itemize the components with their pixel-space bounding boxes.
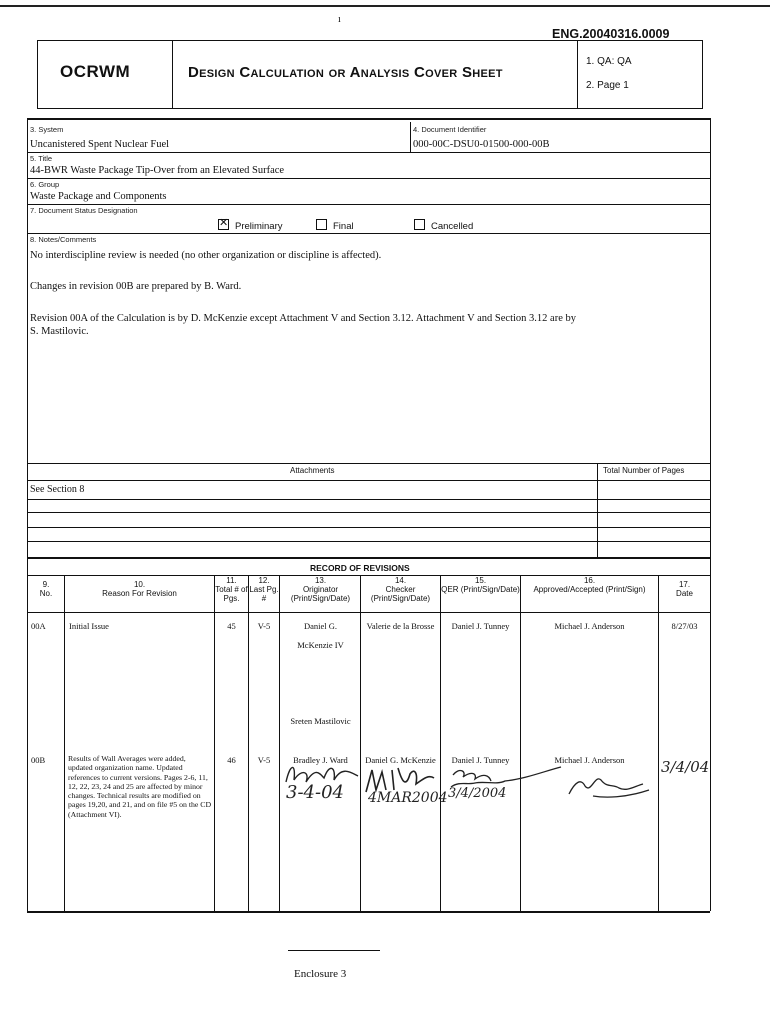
col-header-date: 17. Date bbox=[676, 580, 693, 598]
rev-total: 45 bbox=[227, 621, 236, 631]
col-header-qer: 15. QER (Print/Sign/Date) bbox=[441, 576, 520, 594]
rev-qer: Daniel J. Tunney bbox=[451, 621, 510, 631]
scan-top-edge bbox=[0, 5, 770, 7]
status-final[interactable]: Final bbox=[316, 219, 354, 232]
rev-no: 00B bbox=[31, 755, 46, 765]
approver-signature bbox=[565, 768, 655, 802]
checker-signature-date: 4MAR2004 bbox=[368, 790, 448, 806]
group-label: 6. Group bbox=[30, 180, 60, 189]
approval-date-handwritten: 3/4/04 bbox=[661, 758, 710, 776]
system-label: 3. System bbox=[30, 125, 64, 134]
org-name: OCRWM bbox=[60, 62, 131, 81]
col-header-no: 9. No. bbox=[39, 580, 53, 598]
rev-reason: Initial Issue bbox=[69, 621, 109, 631]
system-value: Uncanistered Spent Nuclear Fuel bbox=[30, 139, 170, 150]
rev-reason: Results of Wall Averages were added, updated organization name. Updated references to current versions. Pages 2-6, 11, 12, 22, 23, 24 and 25 are affected by minor changes. Technical results are modified on pages 19,20, and 21, and on file #5 on the CD (Attachment VI). bbox=[68, 754, 212, 819]
rev-originator: Sreten Mastilovic bbox=[290, 716, 351, 726]
checkbox-icon[interactable] bbox=[414, 219, 425, 230]
rev-last: V-5 bbox=[257, 621, 271, 631]
attachment-row: See Section 8 bbox=[30, 484, 85, 495]
page-field: 2. Page 1 bbox=[586, 80, 629, 91]
col-header-checker: 14. Checker (Print/Sign/Date) bbox=[370, 576, 431, 603]
col-header-reason: 10. Reason For Revision bbox=[102, 580, 177, 598]
doc-id-value: 000-00C-DSU0-01500-000-00B bbox=[413, 139, 550, 150]
attachments-header: Attachments bbox=[290, 466, 335, 475]
col-header-originator: 13. Originator (Print/Sign/Date) bbox=[290, 576, 351, 603]
rev-checker: Daniel G. McKenzie bbox=[365, 755, 436, 765]
col-header-approved: 16. Approved/Accepted (Print/Sign) bbox=[533, 576, 646, 594]
originator-signature-date: 3-4-04 bbox=[286, 782, 344, 803]
rev-originator: Daniel G. bbox=[303, 621, 338, 631]
scan-mark: ı bbox=[338, 14, 341, 25]
rev-checker: Valerie de la Brosse bbox=[366, 621, 435, 631]
note-line: No interdiscipline review is needed (no other organization or discipline is affected). bbox=[30, 250, 382, 261]
rev-approver: Michael J. Anderson bbox=[554, 621, 625, 631]
page-title: Design Calculation or Analysis Cover Sheet bbox=[188, 64, 503, 81]
rev-originator: Bradley J. Ward bbox=[293, 755, 348, 765]
status-preliminary[interactable]: ✕ Preliminary bbox=[219, 217, 283, 232]
note-line: S. Mastilovic. bbox=[30, 326, 89, 337]
total-pages-header: Total Number of Pages bbox=[603, 466, 685, 475]
title-value: 44-BWR Waste Package Tip-Over from an Elevated Surface bbox=[30, 165, 285, 176]
revisions-title: RECORD OF REVISIONS bbox=[310, 563, 410, 573]
group-value: Waste Package and Components bbox=[30, 191, 167, 202]
note-line: Revision 00A of the Calculation is by D. McKenzie except Attachment V and Section 3.12. Attachment V and Section 3.12 are by bbox=[30, 313, 576, 324]
qa-field: 1. QA: QA bbox=[586, 56, 632, 67]
note-line: Changes in revision 00B are prepared by B. Ward. bbox=[30, 281, 242, 292]
col-header-total: 11. Total # of Pgs. bbox=[215, 576, 248, 603]
checkbox-checked-icon[interactable]: ✕ bbox=[219, 217, 229, 229]
rev-date: 8/27/03 bbox=[671, 621, 698, 631]
enclosure-label: Enclosure 3 bbox=[294, 968, 347, 980]
title-label: 5. Title bbox=[30, 154, 53, 163]
rev-no: 00A bbox=[31, 621, 46, 631]
rev-total: 46 bbox=[227, 755, 236, 765]
rev-qer: Daniel J. Tunney bbox=[451, 755, 510, 765]
status-label: 7. Document Status Designation bbox=[30, 206, 138, 215]
rev-originator: McKenzie IV bbox=[297, 640, 344, 650]
eng-number: ENG.20040316.0009 bbox=[552, 27, 670, 41]
col-header-last: 12. Last Pg. # bbox=[249, 576, 279, 603]
checkbox-icon[interactable] bbox=[316, 219, 327, 230]
status-cancelled[interactable]: Cancelled bbox=[414, 219, 473, 232]
rev-approver: Michael J. Anderson bbox=[554, 755, 625, 765]
doc-id-label: 4. Document Identifier bbox=[413, 125, 487, 134]
rev-last: V-5 bbox=[257, 755, 271, 765]
notes-label: 8. Notes/Comments bbox=[30, 235, 97, 244]
qer-signature-date: 3/4/2004 bbox=[448, 786, 507, 801]
